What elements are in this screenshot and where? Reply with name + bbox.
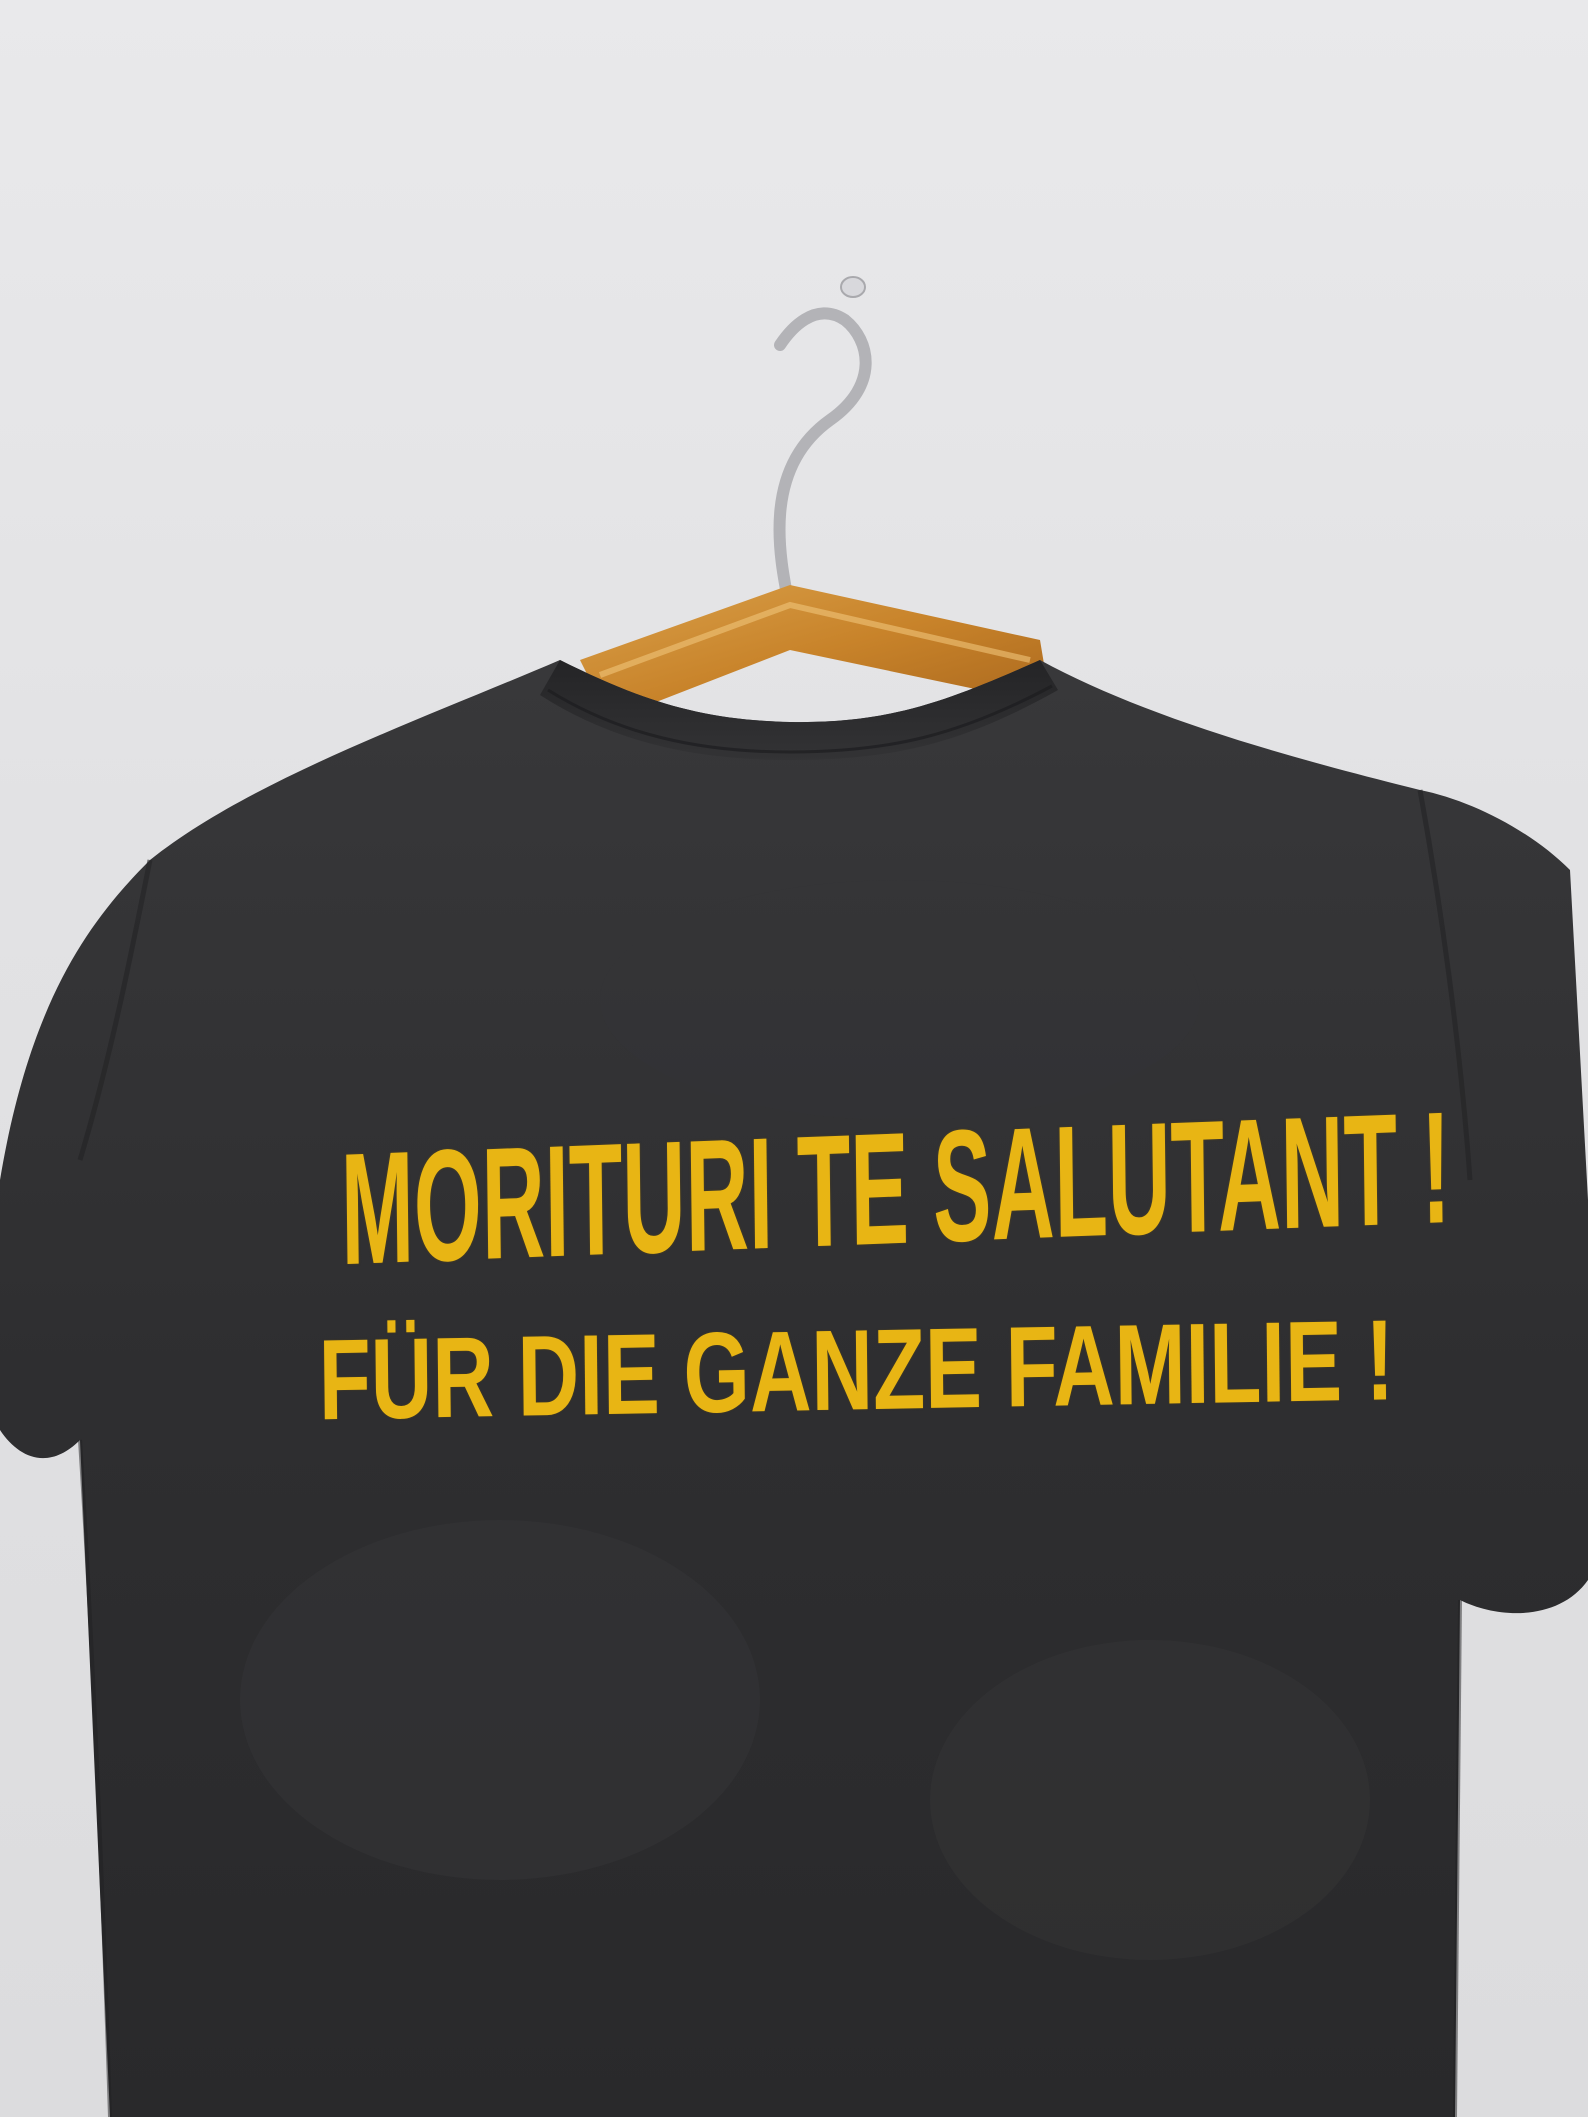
shirt-print-line-2: FÜR DIE GANZE FAMILIE ! <box>318 1296 1395 1445</box>
shirt-print-line-1: MORITURI TE SALUTANT ! <box>340 1078 1452 1299</box>
hanger-hook <box>780 313 866 610</box>
wall-hook <box>841 277 865 297</box>
